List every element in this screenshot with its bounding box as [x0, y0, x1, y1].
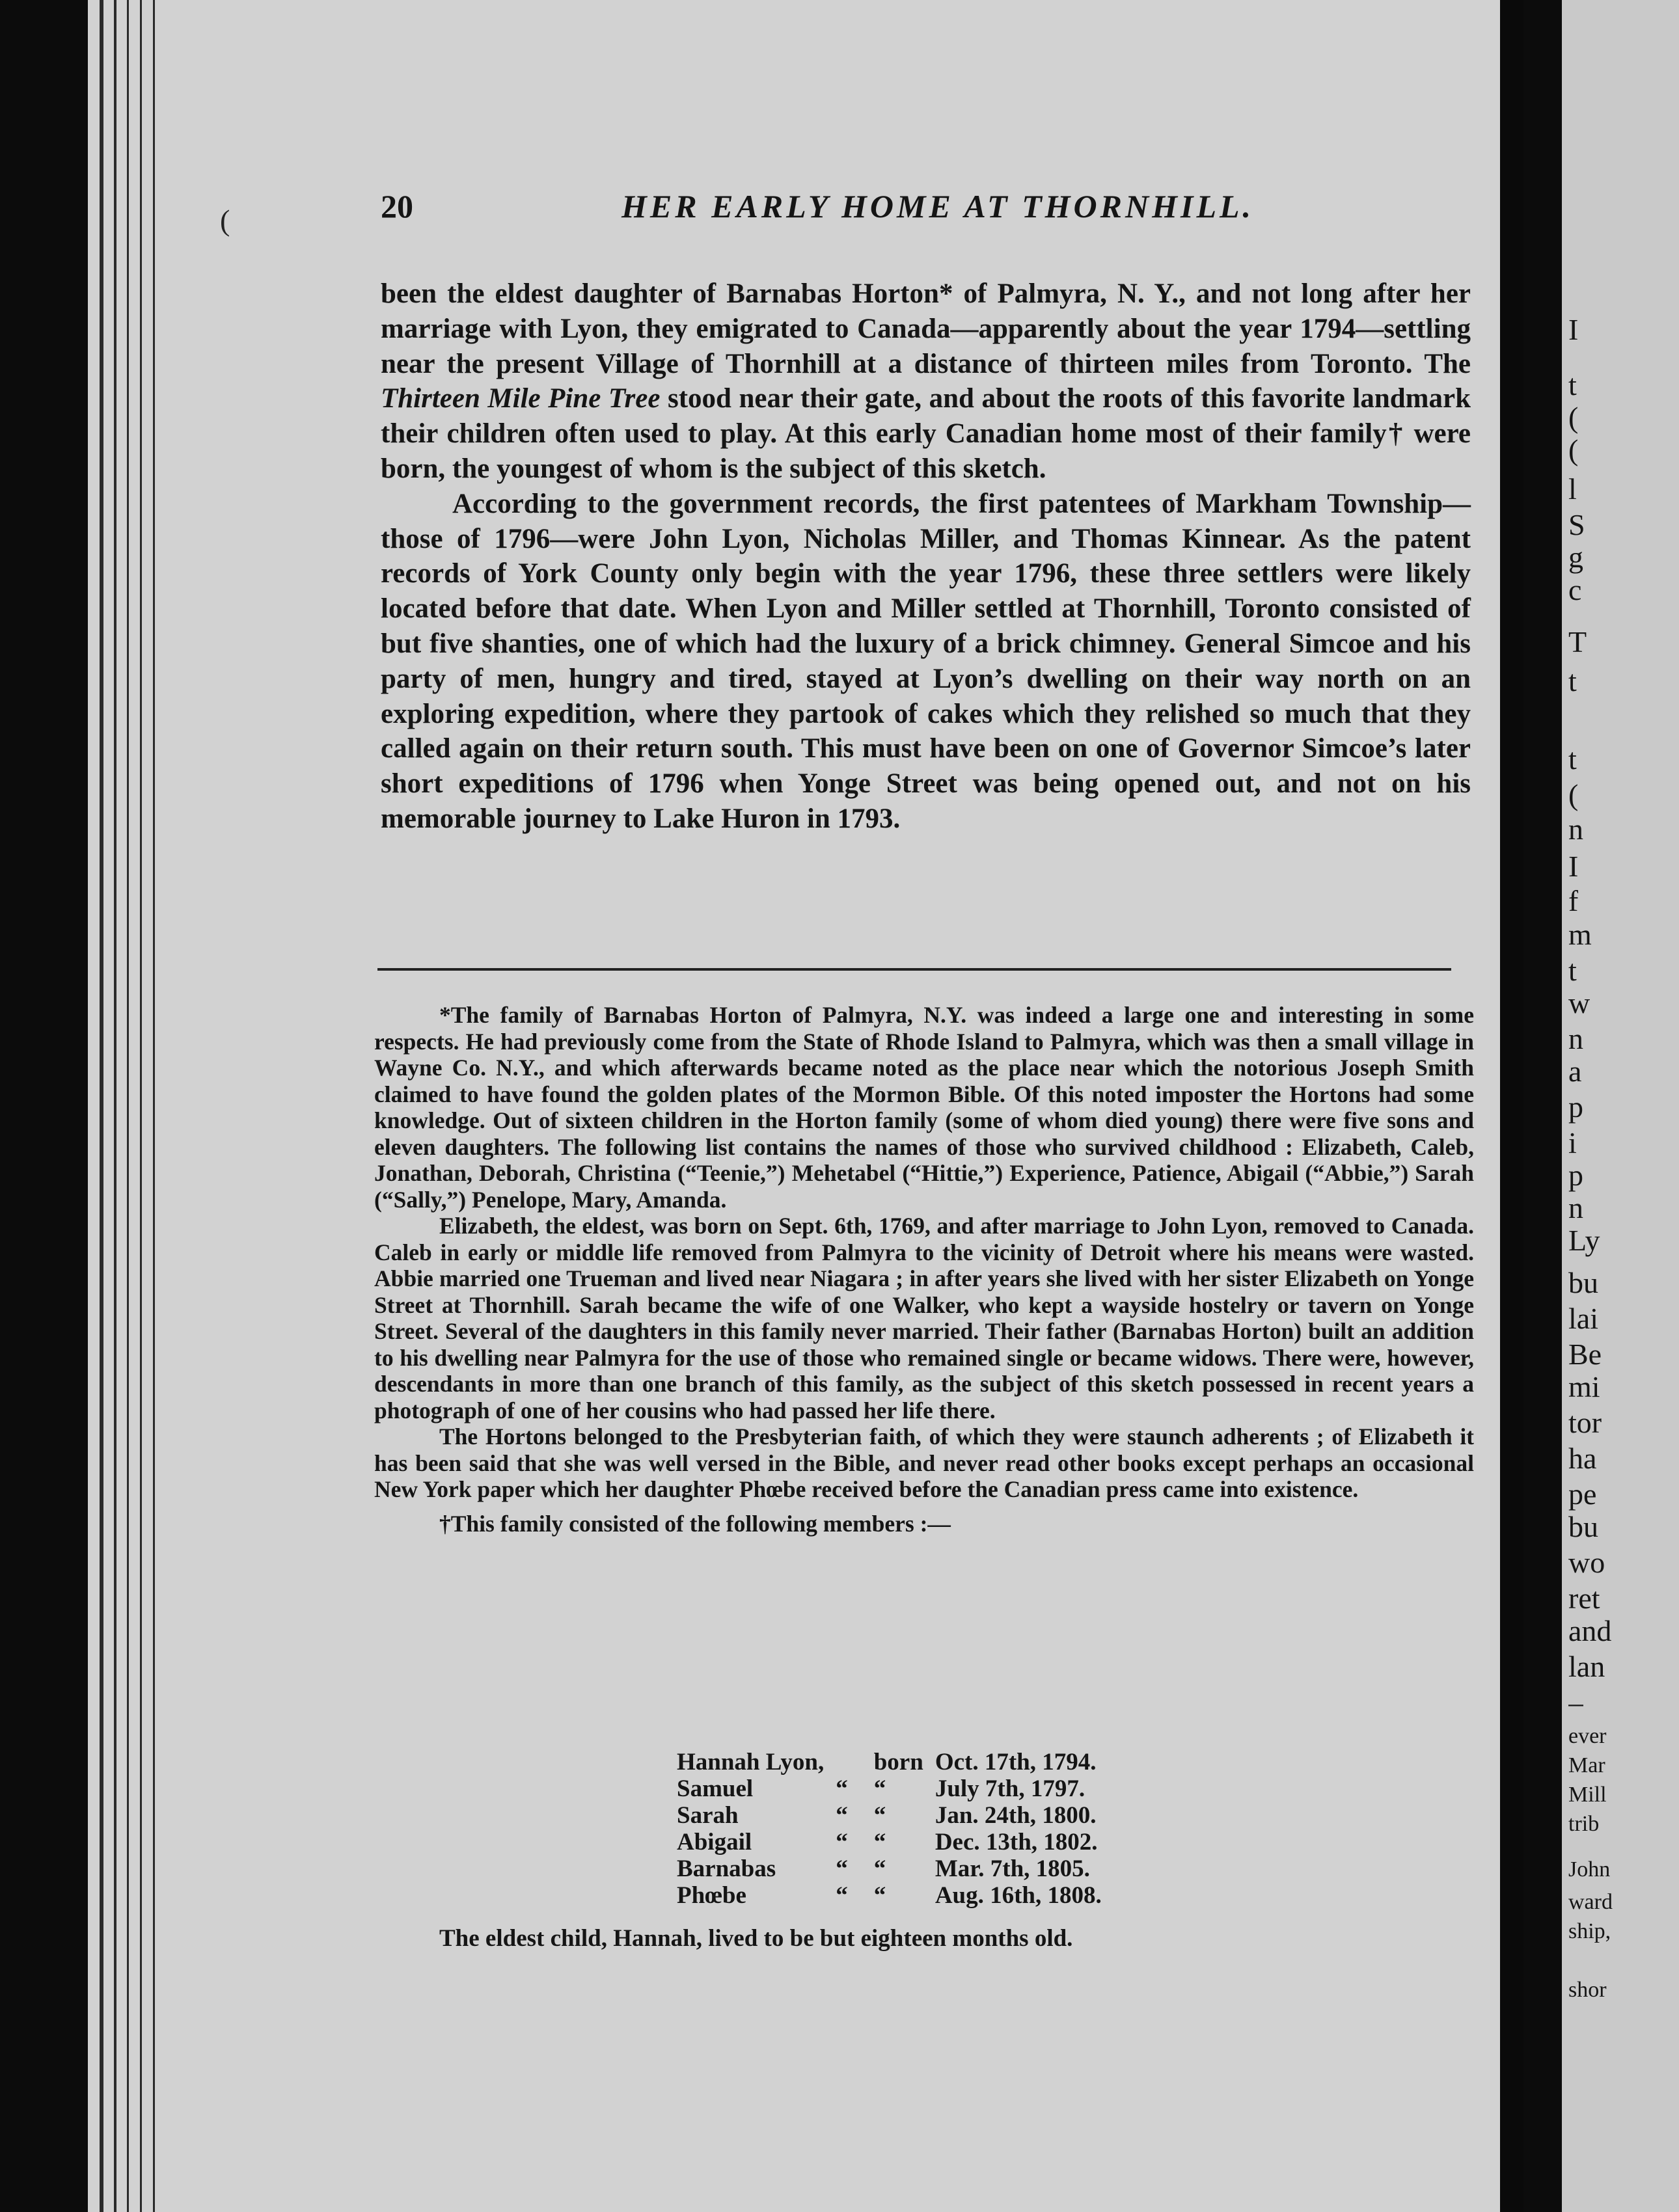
adjacent-page-fragment: pe	[1568, 1477, 1597, 1511]
member-ditto	[836, 1749, 874, 1775]
adjacent-page-fragment: bu	[1568, 1266, 1598, 1299]
adjacent-page-fragment: m	[1568, 918, 1592, 951]
member-date: July 7th, 1797.	[935, 1775, 1085, 1802]
adjacent-page-fragment: t	[1568, 742, 1577, 776]
adjacent-page-fragment: g	[1568, 541, 1583, 574]
page-stack-edge	[127, 0, 129, 2212]
adjacent-page-fragment: (	[1568, 433, 1579, 466]
adjacent-page-fragment: Ly	[1568, 1224, 1600, 1257]
adjacent-page-fragment: John	[1568, 1857, 1611, 1882]
member-born: “	[873, 1775, 886, 1802]
page-stack-edge	[114, 0, 116, 2212]
adjacent-page-fragment: t	[1568, 368, 1577, 401]
footnote-paragraph: †This family consisted of the following members :—	[439, 1510, 951, 1537]
adjacent-page-fragment: I	[1568, 850, 1579, 883]
footnote-paragraph: The Hortons belonged to the Presbyterian faith, of which they were staunch adherents ; of Elizabeth it has been said that she was well versed in the Bible, and never read other books except perhaps an occasional New York paper which her daughter Phœbe received before the Canadian press came into existence.	[374, 1423, 1474, 1502]
adjacent-page-fragment: f	[1568, 884, 1579, 917]
member-name: Barnabas	[677, 1855, 776, 1882]
page-number: 20	[381, 188, 413, 224]
adjacent-page-fragment: n	[1568, 813, 1583, 846]
adjacent-page-fragment: (	[1568, 778, 1579, 811]
member-born: “	[873, 1829, 886, 1855]
member-born: “	[873, 1882, 886, 1909]
adjacent-page-fragment: Mar	[1568, 1753, 1605, 1777]
footnote-paragraph: Elizabeth, the eldest, was born on Sept. 6th, 1769, and after marriage to John Lyon, removed to Canada. Caleb in early or middle life removed from Palmyra to the vicinity of Detroit where his means were wasted. Abbie married one Trueman and lived near Niagara ; in after years she lived with her sister Elizabeth on Yonge Street at Thornhill. Sarah became the wife of one Walker, who kept a wayside hostelry or tavern on Yonge Street. Several of the daughters in this family never married. Their father (Barnabas Horton) built an addition to his dwelling near Palmyra for the use of those who remained single or became widows. There were, however, descendants in more than one branch of this family, as the subject of this sketch possessed in recent years a photograph of one of her cousins who had passed her life there.	[374, 1213, 1474, 1423]
member-ditto: “	[836, 1882, 848, 1909]
adjacent-page-fragment: T	[1568, 625, 1587, 658]
adjacent-page-fragment: trib	[1568, 1812, 1600, 1836]
adjacent-page-fragment: a	[1568, 1055, 1582, 1088]
body-paragraph: According to the government records, the first patentees of Markham Township—those of 1796—were John Lyon, Nicholas Miller, and Thomas Kinnear. As the patent records of York County only begin with the year 1796, these three settlers were likely located before that date. When Lyon and Miller settled at Thornhill, Toronto consisted of but five shanties, one of which had the luxury of a brick chimney. General Simcoe and his party of men, hungry and tired, stayed at Lyon’s dwelling on their way north on an exploring expedition, where they partook of cakes which they relished so much that they called again on their return south. This must have been on one of Governor Simcoe’s later short expeditions of 1796 when Yonge Street was being opened out, and not on his memorable journey to Lake Huron in 1793.	[381, 488, 1471, 834]
member-name: Samuel	[677, 1775, 754, 1802]
member-row	[677, 1749, 1113, 1775]
page-header	[381, 187, 1255, 233]
member-name: Sarah	[677, 1802, 739, 1829]
page-stack-edge	[140, 0, 142, 2212]
member-row	[677, 1829, 1113, 1855]
family-members-table	[677, 1749, 1113, 1909]
adjacent-page-fragment: and	[1568, 1614, 1612, 1647]
member-date: Mar. 7th, 1805.	[935, 1855, 1090, 1882]
adjacent-page-fragment: i	[1568, 1126, 1577, 1159]
footnote-divider	[377, 968, 1451, 971]
adjacent-page-fragment: ever	[1568, 1724, 1607, 1748]
adjacent-page-fragment: tor	[1568, 1406, 1602, 1439]
running-head: HER EARLY HOME AT THORNHILL.	[621, 188, 1255, 224]
adjacent-page-fragment: p	[1568, 1090, 1583, 1124]
adjacent-page-fragment: ret	[1568, 1582, 1600, 1615]
adjacent-page-fragment: bu	[1568, 1510, 1598, 1543]
member-name: Abigail	[677, 1829, 752, 1855]
adjacent-page-fragment: S	[1568, 508, 1585, 541]
member-ditto: “	[836, 1829, 848, 1855]
adjacent-page-fragment: I	[1568, 313, 1579, 346]
adjacent-page-fragment: ship,	[1568, 1919, 1611, 1943]
member-born: born	[873, 1749, 923, 1775]
main-text	[381, 276, 1471, 837]
member-name: Hannah Lyon,	[677, 1749, 825, 1775]
margin-mark: (	[220, 204, 230, 237]
adjacent-page-fragment: Be	[1568, 1338, 1602, 1371]
adjacent-page-fragment: mi	[1568, 1370, 1600, 1403]
adjacent-page-fragment: Mill	[1568, 1783, 1607, 1807]
body-paragraph: been the eldest daughter of Barnabas Horton* of Palmyra, N. Y., and not long after her marriage with Lyon, they emigrated to Canada—apparently about the year 1794—settling near the present Village of Thornhill at a distance of thirteen miles from Toronto. The Thirteen Mile Pine Tree stood near their gate, and about the roots of this favorite landmark their children often used to play. At this early Canadian home most of their family† were born, the youngest of whom is the subject of this sketch.	[381, 278, 1471, 484]
italic-phrase: Thirteen Mile Pine Tree	[381, 383, 661, 414]
adjacent-page-fragment: t	[1568, 664, 1577, 697]
member-row	[677, 1855, 1113, 1882]
adjacent-page-fragment: ward	[1568, 1890, 1613, 1914]
member-row	[677, 1775, 1113, 1802]
adjacent-page-fragment: (	[1568, 401, 1579, 434]
member-ditto: “	[836, 1802, 848, 1829]
member-date: Aug. 16th, 1808.	[935, 1882, 1102, 1909]
adjacent-page-fragment: n	[1568, 1022, 1583, 1055]
adjacent-page-fragment: lan	[1568, 1650, 1605, 1683]
footnote-paragraph: *The family of Barnabas Horton of Palmyra, N.Y. was indeed a large one and interesting in some respects. He had previously come from the State of Rhode Island to Palmyra, which was then a small village in Wayne Co. N.Y., and which afterwards became noted as the place near which the notorious Joseph Smith claimed to have found the golden plates of the Mormon Bible. Of this noted imposter the Hortons had some knowledge. Out of sixteen children in the Horton family (some of whom died young) there were five sons and eleven daughters. The following list contains the names of those who survived childhood : Elizabeth, Caleb, Jonathan, Deborah, Christina (“Teenie,”) Mehetabel (“Hittie,”) Experience, Patience, Abigail (“Abbie,”) Sarah (“Sally,”) Penelope, Mary, Amanda.	[374, 1002, 1474, 1213]
member-ditto: “	[836, 1855, 848, 1882]
adjacent-page-fragment: ha	[1568, 1442, 1597, 1475]
footnote-closing: The eldest child, Hannah, lived to be but eighteen months old.	[439, 1925, 1073, 1952]
adjacent-page-fragment: n	[1568, 1191, 1583, 1224]
footnotes	[374, 1002, 1474, 1537]
adjacent-page-fragment: lai	[1568, 1302, 1598, 1335]
member-date: Dec. 13th, 1802.	[935, 1829, 1098, 1855]
member-born: “	[873, 1855, 886, 1882]
page-stack-edge	[100, 0, 103, 2212]
member-name: Phœbe	[677, 1882, 746, 1909]
adjacent-page-fragment: t	[1568, 954, 1577, 987]
member-ditto: “	[836, 1775, 848, 1802]
adjacent-page-fragment: p	[1568, 1159, 1583, 1192]
member-date: Oct. 17th, 1794.	[935, 1749, 1097, 1775]
adjacent-page-fragment: wo	[1568, 1546, 1605, 1579]
binding-gutter	[1500, 0, 1523, 2212]
adjacent-page-fragment: c	[1568, 573, 1582, 606]
adjacent-page-fragment: –	[1568, 1686, 1583, 1719]
member-date: Jan. 24th, 1800.	[935, 1802, 1097, 1829]
member-born: “	[873, 1802, 886, 1829]
member-row	[677, 1882, 1113, 1909]
adjacent-page-fragment: l	[1568, 472, 1577, 506]
adjacent-page-fragment: w	[1568, 986, 1590, 1019]
adjacent-page-fragment: shor	[1568, 1978, 1607, 2002]
member-row	[677, 1802, 1113, 1829]
page-stack-edge	[153, 0, 155, 2212]
